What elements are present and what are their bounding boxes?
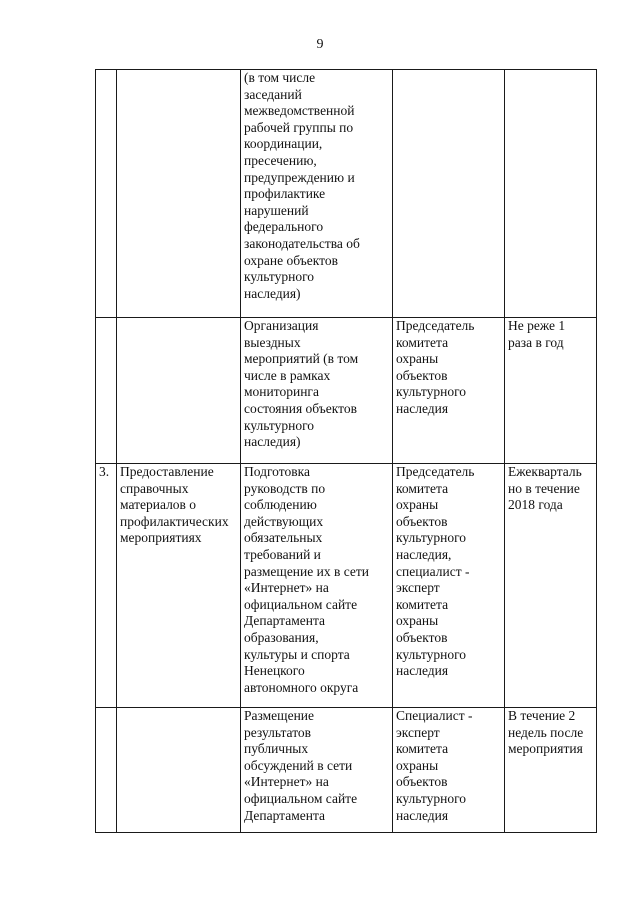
- table-row: [96, 464, 597, 708]
- responsible-cell: Председатель комитета охраны объектов культурного наследия: [393, 318, 505, 464]
- term-cell: Не реже 1 раза в год: [505, 318, 597, 464]
- table-row: [96, 318, 597, 464]
- activity-cell: (в том числе заседаний межведомственной рабочей группы по координации, пресечению, предупреждению и профилактике нарушений федерального законодательства об охране объектов культурного наследия): [241, 70, 393, 318]
- activity-cell: Организация выездных мероприятий (в том числе в рамках мониторинга состояния объектов культурного наследия): [241, 318, 393, 464]
- activity-cell: Размещение результатов публичных обсуждений в сети «Интернет» на официальном сайте Департамента: [241, 708, 393, 833]
- table-row: [96, 70, 597, 318]
- item-number-cell: 3.: [96, 464, 117, 708]
- page-number: 9: [316, 37, 324, 52]
- item-number-cell: [96, 70, 117, 318]
- responsible-cell: Председатель комитета охраны объектов культурного наследия, специалист - эксперт комитета охраны объектов культурного наследия: [393, 464, 505, 708]
- responsible-cell: [393, 70, 505, 318]
- item-name-cell: Предоставление справочных материалов о профилактических мероприятиях: [117, 464, 241, 708]
- responsible-cell: Специалист - эксперт комитета охраны объектов культурного наследия: [393, 708, 505, 833]
- activities-table: [95, 69, 597, 833]
- table-row: [96, 708, 597, 833]
- item-number-cell: [96, 318, 117, 464]
- term-cell: Ежекварталь но в течение 2018 года: [505, 464, 597, 708]
- item-number-cell: [96, 708, 117, 833]
- activity-cell: Подготовка руководств по соблюдению действующих обязательных требований и размещение их в сети «Интернет» на официальном сайте Департамента образования, культуры и спорта Ненецкого автономного округа: [241, 464, 393, 708]
- term-cell: [505, 70, 597, 318]
- item-name-cell: [117, 708, 241, 833]
- item-name-cell: [117, 318, 241, 464]
- term-cell: В течение 2 недель после мероприятия: [505, 708, 597, 833]
- item-name-cell: [117, 70, 241, 318]
